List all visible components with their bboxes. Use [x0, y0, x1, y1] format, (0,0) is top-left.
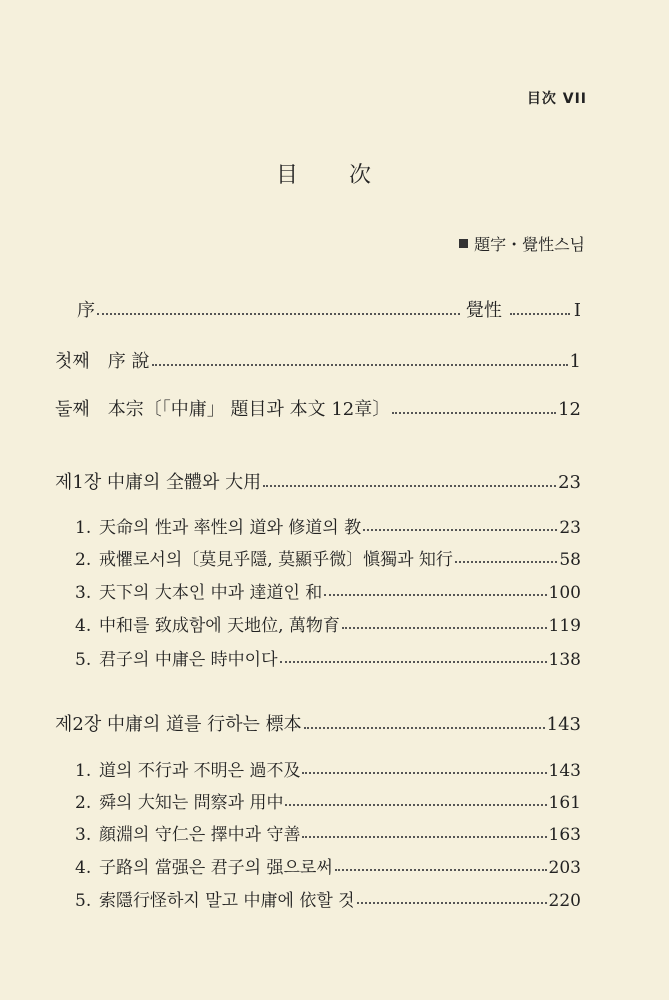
toc-entry-page: 100 [548, 583, 581, 603]
toc-entry-section[interactable] [75, 611, 581, 636]
leader-dots [335, 868, 547, 871]
toc-entry-section[interactable] [75, 645, 581, 670]
toc-entry-page: 220 [548, 891, 581, 911]
toc-entry-label: 顔淵의 守仁은 擇中과 守善 [99, 825, 301, 845]
toc-entry-section[interactable] [75, 756, 581, 781]
toc-entry-page: 203 [548, 858, 581, 878]
toc-entry-chapter[interactable] [55, 710, 581, 736]
toc-entry-label: 제2장 中庸의 道를 行하는 標本 [55, 714, 302, 735]
leader-dots [304, 726, 545, 729]
toc-entry-section[interactable] [75, 545, 581, 570]
section-number: 3. [75, 825, 92, 845]
toc-entry-label: 戒懼로서의〔莫見乎隱, 莫顯乎微〕愼獨과 知行 [99, 550, 453, 570]
section-number: 2. [75, 793, 92, 813]
leader-dots [263, 484, 556, 487]
square-bullet-icon [459, 239, 468, 248]
leader-dots [342, 626, 547, 629]
toc-entry-part[interactable] [55, 347, 581, 373]
toc-entry-chapter[interactable] [55, 468, 581, 494]
toc-entry-page: 163 [548, 825, 581, 845]
leader-dots [285, 803, 546, 806]
toc-entry-section[interactable] [75, 820, 581, 845]
calligraphy-credit-text: 題字・覺性스님 [474, 235, 585, 254]
leader-dots [152, 363, 568, 366]
leader-dots [392, 411, 556, 414]
toc-entry-section[interactable] [75, 886, 581, 911]
leader-dots [280, 660, 547, 663]
toc-entry-page: 161 [548, 793, 581, 813]
toc-entry-label: 子路의 當强은 君子의 强으로써 [99, 858, 333, 878]
toc-entry-page: 23 [558, 472, 581, 493]
toc-entry-page: 1 [569, 351, 581, 372]
toc-entry-label: 索隱行怪하지 말고 中庸에 依할 것 [99, 891, 355, 911]
toc-entry-page: 58 [559, 550, 581, 570]
toc-entry-section[interactable] [75, 788, 581, 813]
toc-entry-page: 143 [548, 761, 581, 781]
toc-entry-label: 제1장 中庸의 全體와 大用 [55, 472, 262, 493]
leader-dots [363, 528, 557, 531]
toc-entry-page: Ⅰ [573, 300, 581, 321]
toc-entry-page: 12 [558, 399, 581, 420]
section-number: 3. [75, 583, 92, 603]
section-number: 5. [75, 650, 92, 670]
toc-entry-preface[interactable] [55, 296, 581, 322]
toc-entry-section[interactable] [75, 853, 581, 878]
leader-dots [97, 312, 460, 315]
toc-entry-label: 序 [77, 300, 95, 321]
toc-entry-label: 첫째 序 說 [55, 351, 150, 372]
page-title: 目 次 [276, 163, 393, 188]
toc-entry-label: 君子의 中庸은 時中이다 [99, 650, 278, 670]
section-number: 5. [75, 891, 92, 911]
toc-entry-page: 119 [548, 616, 581, 636]
leader-dots [510, 312, 570, 315]
toc-entry-section[interactable] [75, 578, 581, 603]
section-number: 1. [75, 518, 92, 538]
toc-entry-label: 中和를 致成함에 天地位, 萬物育 [99, 616, 340, 636]
toc-entry-label: 道의 不行과 不明은 過不及 [99, 761, 301, 781]
leader-dots [302, 771, 546, 774]
toc-entry-label: 둘째 本宗〔「中庸」 題目과 本文 12章〕 [55, 399, 391, 420]
section-number: 1. [75, 761, 92, 781]
section-number: 4. [75, 616, 92, 636]
running-header: 目次 VII [526, 91, 587, 107]
toc-entry-author: 覺性 [465, 300, 502, 321]
toc-entry-section[interactable] [75, 513, 581, 538]
leader-dots [324, 593, 546, 596]
toc-entry-page: 23 [559, 518, 581, 538]
toc-entry-page: 143 [546, 714, 581, 735]
toc-entry-label: 天命의 性과 率性의 道와 修道의 教 [99, 518, 362, 538]
leader-dots [455, 560, 557, 563]
section-number: 4. [75, 858, 92, 878]
calligraphy-credit [459, 232, 585, 255]
toc-entry-part[interactable] [55, 395, 581, 421]
toc-entry-label: 天下의 大本인 中과 達道인 和 [99, 583, 323, 603]
leader-dots [357, 901, 547, 904]
section-number: 2. [75, 550, 92, 570]
toc-entry-page: 138 [548, 650, 581, 670]
toc-entry-label: 舜의 大知는 問察과 用中 [99, 793, 284, 813]
leader-dots [302, 835, 546, 838]
